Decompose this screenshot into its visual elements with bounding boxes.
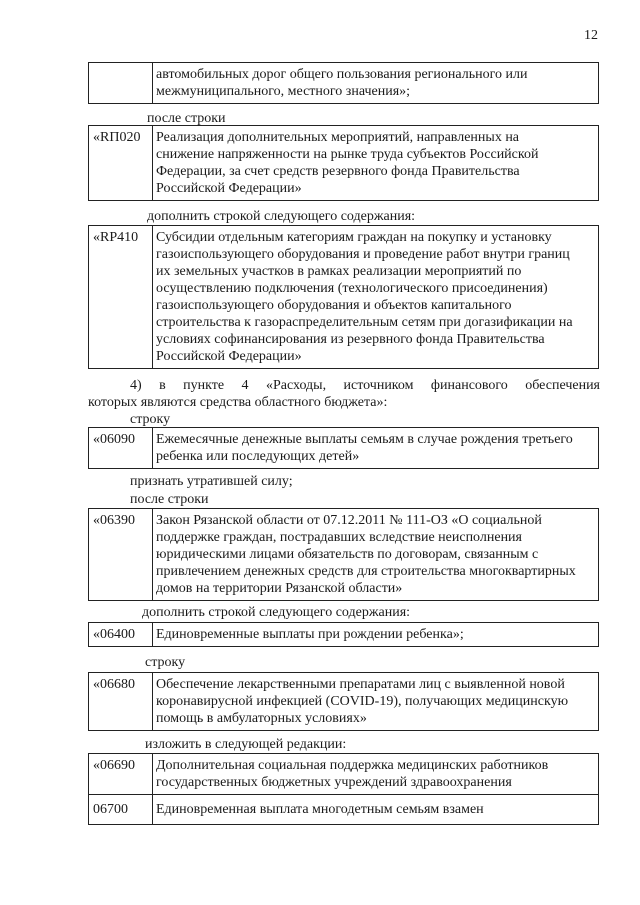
row-description: Ежемесячные денежные выплаты семьям в случае рождения третьего ребенка или последующих детей» [153, 428, 599, 469]
table-fragment-3 [88, 225, 599, 369]
budget-code: «06400 [89, 623, 153, 647]
budget-code: «RП020 [89, 126, 153, 201]
table-fragment-7 [88, 672, 599, 731]
paragraph-4-line-1: 4) в пункте 4 «Расходы, источником финансового обеспечения [130, 378, 600, 393]
instruction-replace: изложить в следующей редакции: [145, 737, 347, 752]
budget-code: «06090 [89, 428, 153, 469]
row-description: Субсидии отдельным категориям граждан на покупку и установку газоиспользующего оборудования и проведение работ внутри границ их земельных участков в рамках реализации мероприятий по осуществлению подключения (технологического присоединения) газоиспользующего оборудования и объектов капитального строительства к газораспределительным сетям при догазификации на условиях софинансирования из резервного фонда Правительства Российской Федерации» [153, 226, 599, 369]
instruction-row: строку [130, 412, 171, 427]
row-description: автомобильных дорог общего пользования регионального или межмуниципального, местного значения»; [153, 63, 599, 104]
table-fragment-5 [88, 508, 599, 601]
instruction-repeal: признать утратившей силу; [130, 474, 293, 489]
budget-code: «06390 [89, 509, 153, 601]
table-fragment-4 [88, 427, 599, 469]
budget-code: «06690 [89, 754, 153, 795]
table-row [89, 63, 599, 104]
budget-code: «RP410 [89, 226, 153, 369]
instruction-after-row: после строки [147, 111, 226, 126]
row-description: Дополнительная социальная поддержка медицинских работников государственных бюджетных учреждений здравоохранения [153, 754, 599, 795]
instruction-row: строку [145, 655, 186, 670]
table-row [89, 126, 599, 201]
budget-code: 06700 [89, 795, 153, 825]
table-row [89, 754, 599, 795]
row-description: Закон Рязанской области от 07.12.2011 № 111-ОЗ «О социальной поддержке граждан, пострадавших вследствие неисполнения юридическими лицами обязательств по договорам, связанным с привлечением денежных средств для строительства многоквартирных домов на территории Рязанской области» [153, 509, 599, 601]
table-fragment-8 [88, 753, 599, 825]
table-row [89, 509, 599, 601]
paragraph-4-line-2: которых являются средства областного бюджета»: [88, 395, 388, 410]
instruction-add-row: дополнить строкой следующего содержания: [147, 209, 416, 224]
table-row [89, 428, 599, 469]
table-fragment-1 [88, 62, 599, 104]
table-fragment-2 [88, 125, 599, 201]
table-row [89, 795, 599, 825]
table-row [89, 623, 599, 647]
budget-code: «06680 [89, 673, 153, 731]
page-number: 12 [584, 28, 598, 43]
row-description: Обеспечение лекарственными препаратами лиц с выявленной новой коронавирусной инфекцией (COVID-19), получающих медицинскую помощь в амбулаторных условиях» [153, 673, 599, 731]
table-row [89, 673, 599, 731]
table-fragment-6 [88, 622, 599, 647]
table-row [89, 226, 599, 369]
row-description: Единовременная выплата многодетным семьям взамен [153, 795, 599, 825]
instruction-after-row: после строки [130, 492, 209, 507]
row-description: Единовременные выплаты при рождении ребенка»; [153, 623, 599, 647]
instruction-add-row: дополнить строкой следующего содержания: [142, 605, 411, 620]
row-description: Реализация дополнительных мероприятий, направленных на снижение напряженности на рынке труда субъектов Российской Федерации, за счет средств резервного фонда Правительства Российской Федерации» [153, 126, 599, 201]
budget-code [89, 63, 153, 104]
